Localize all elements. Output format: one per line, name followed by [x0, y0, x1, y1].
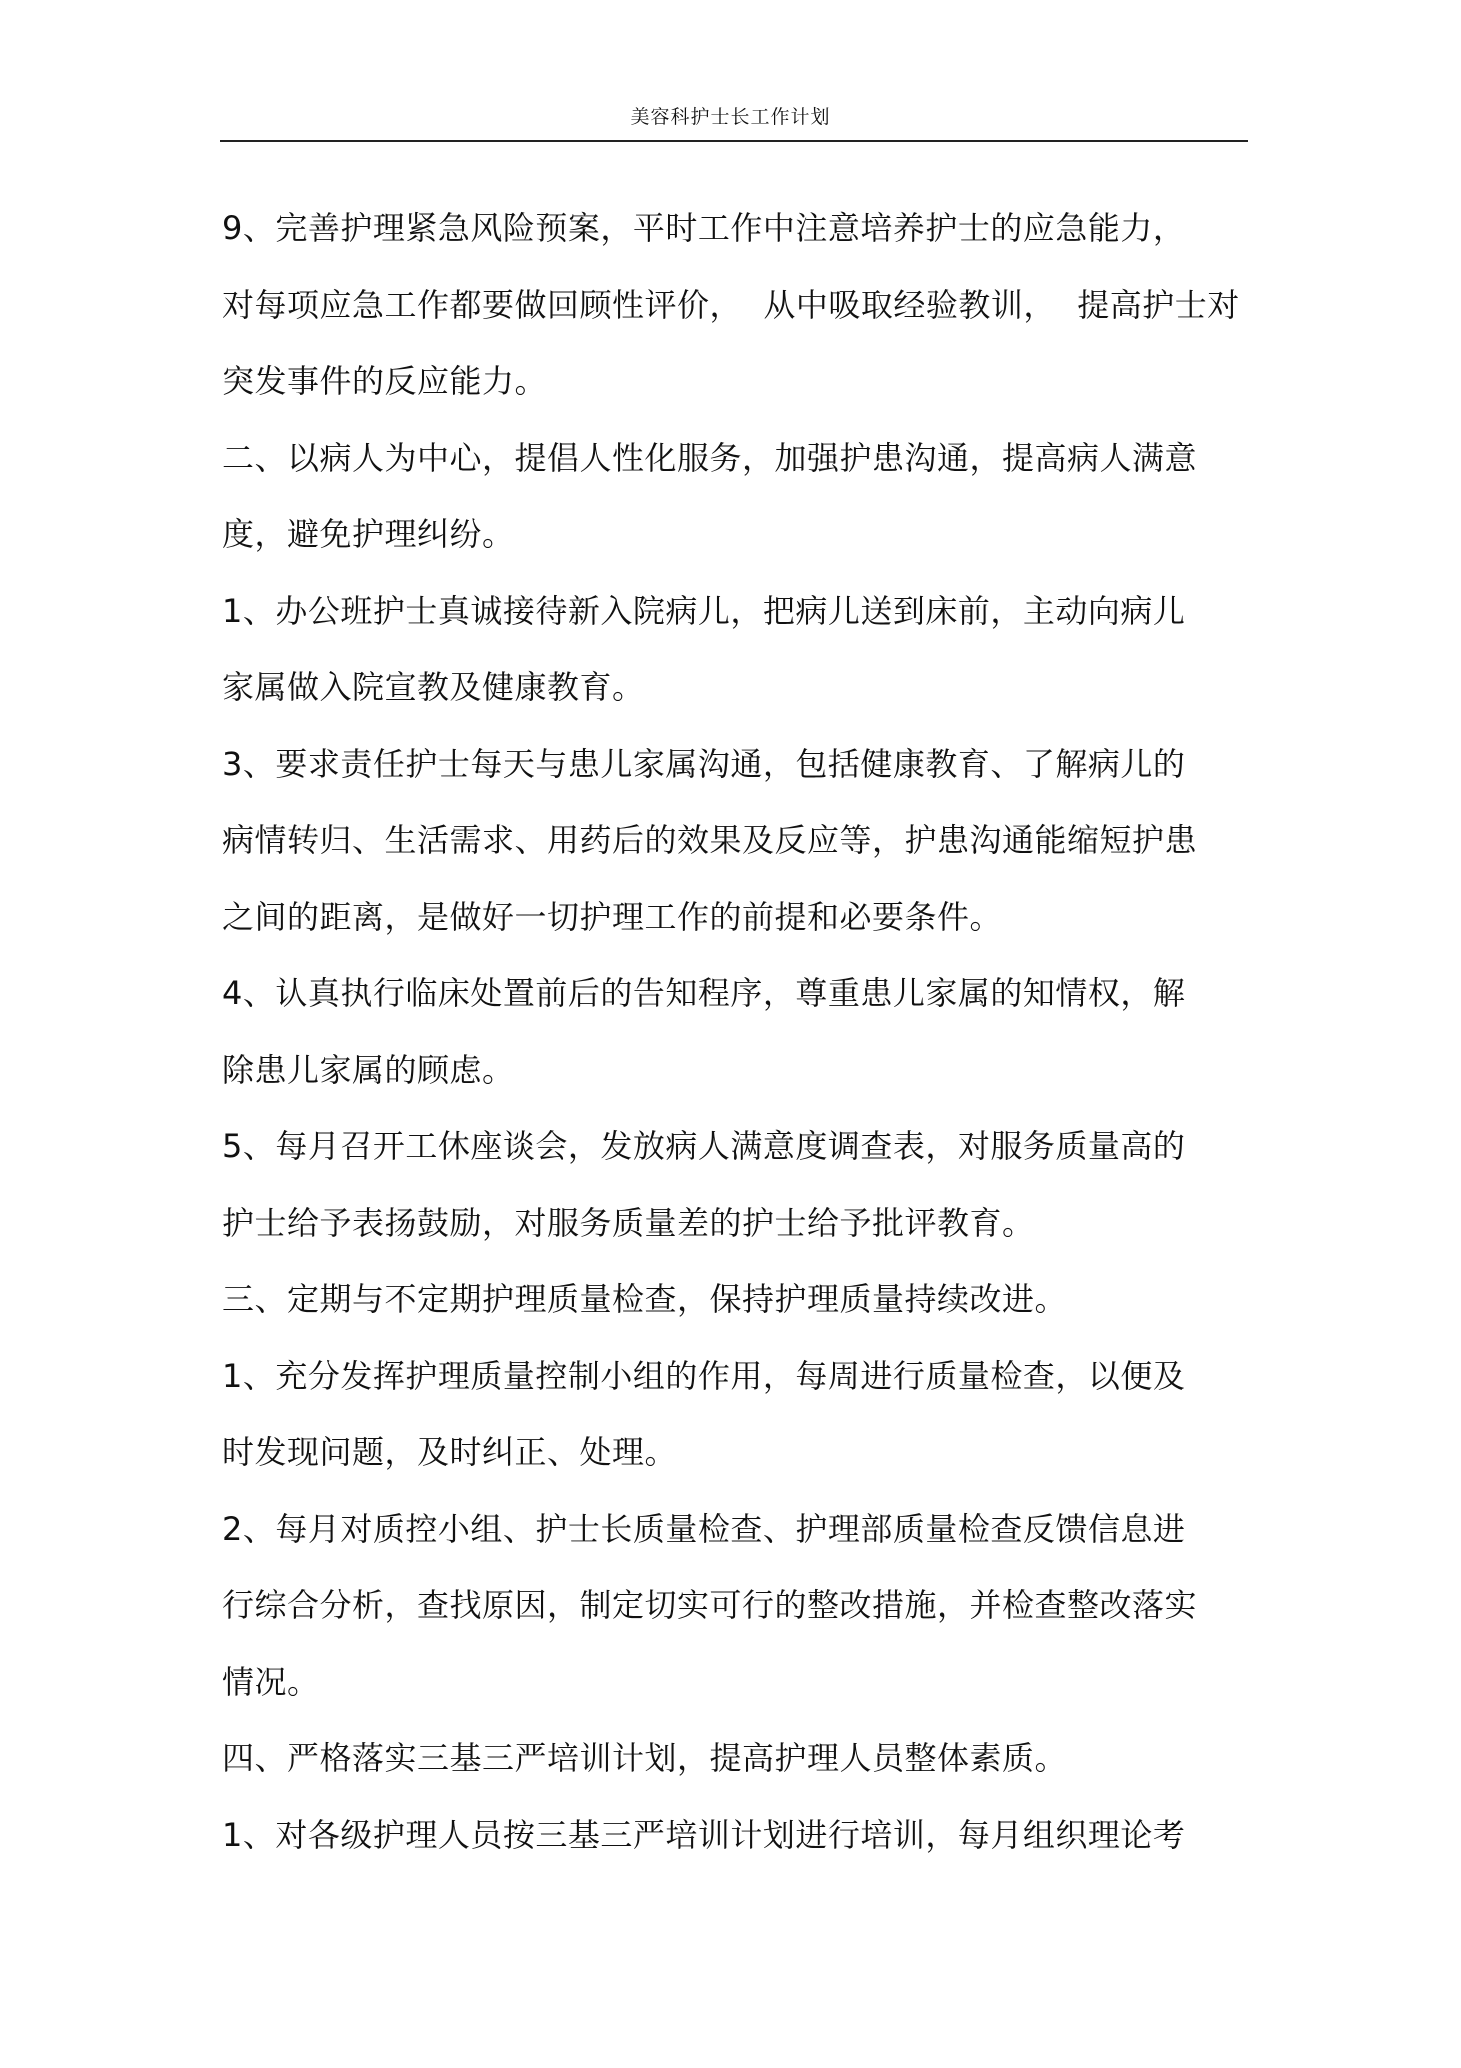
- document-body: [222, 190, 1252, 1873]
- text-line: 情况。: [222, 1662, 320, 1701]
- page-header-title: 美容科护士长工作计划: [630, 106, 831, 128]
- text-line: 家属做入院宣教及健康教育。: [222, 668, 645, 706]
- section-heading: 二、以病人为中心，提倡人性化服务，加强护患沟通，提高病人满意: [222, 438, 1198, 477]
- text-line: 对每项应急工作都要做回顾性评价， 从中吸取经验教训， 提高护士对: [222, 285, 1240, 324]
- text-line: 时发现问题，及时纠正、处理。: [222, 1433, 678, 1471]
- text-line: 病情转归、生活需求、用药后的效果及反应等，护患沟通能缩短护患: [222, 821, 1198, 859]
- text-line: 1、办公班护士真诚接待新入院病儿，把病儿送到床前，主动向病儿: [222, 591, 1186, 630]
- section-heading: 四、严格落实三基三严培训计划，提高护理人员整体素质。: [222, 1739, 1068, 1777]
- text-line: 之间的距离，是做好一切护理工作的前提和必要条件。: [222, 897, 1003, 936]
- text-line: 行综合分析，查找原因，制定切实可行的整改措施，并检查整改落实: [222, 1586, 1198, 1624]
- header-divider: [220, 140, 1248, 142]
- text-line: 护士给予表扬鼓励，对服务质量差的护士给予批评教育。: [222, 1203, 1035, 1242]
- text-line: 5、每月召开工休座谈会，发放病人满意度调查表，对服务质量高的: [222, 1127, 1186, 1165]
- text-line: 4、认真执行临床处置前后的告知程序，尊重患儿家属的知情权，解: [222, 974, 1186, 1012]
- section-heading: 三、定期与不定期护理质量检查，保持护理质量持续改进。: [222, 1280, 1068, 1318]
- text-line: 9、完善护理紧急风险预案，平时工作中注意培养护士的应急能力，: [222, 209, 1186, 247]
- text-line: 除患儿家属的顾虑。: [222, 1050, 515, 1089]
- text-line: 3、要求责任护士每天与患儿家属沟通，包括健康教育、了解病儿的: [222, 744, 1186, 783]
- text-line: 突发事件的反应能力。: [222, 362, 548, 400]
- text-line: 1、对各级护理人员按三基三严培训计划进行培训，每月组织理论考: [222, 1815, 1186, 1854]
- text-line: 1、充分发挥护理质量控制小组的作用，每周进行质量检查，以便及: [222, 1356, 1186, 1395]
- text-line: 2、每月对质控小组、护士长质量检查、护理部质量检查反馈信息进: [222, 1509, 1186, 1548]
- text-line: 度，避免护理纠纷。: [222, 515, 515, 553]
